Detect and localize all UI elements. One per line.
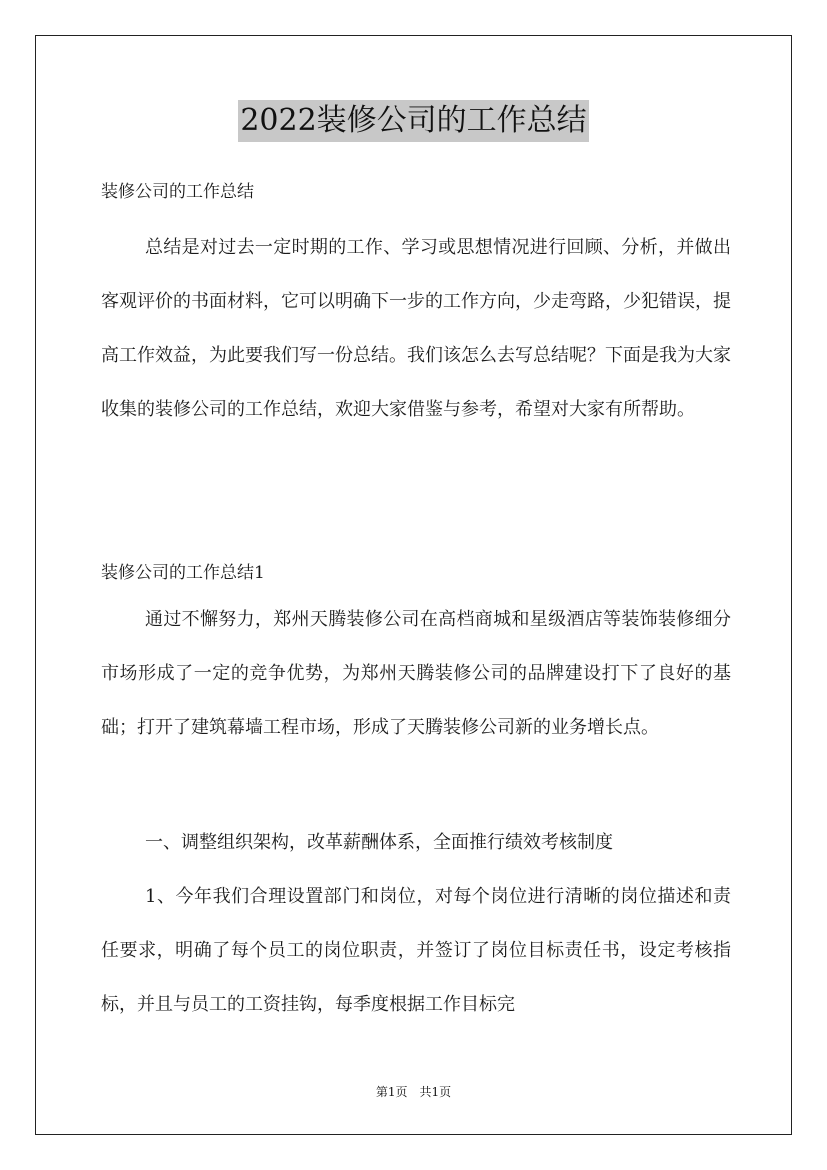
title-wrap (0, 100, 827, 142)
section-title: 一、调整组织架构，改革薪酬体系，全面推行绩效考核制度 (145, 832, 613, 853)
intro-paragraph: 总结是对过去一定时期的工作、学习或思想情况进行回顾、分析，并做出客观评价的书面材料，它可以明确下一步的工作方向，少走弯路，少犯错误，提高工作效益，为此要我们写一份总结。我们该怎么去写总结呢？下面是我为大家收集的装修公司的工作总结，欢迎大家借鉴与参考，希望对大家有所帮助。 (101, 237, 731, 420)
subsection-heading: 装修公司的工作总结1 (101, 563, 265, 583)
section-heading: 装修公司的工作总结 (101, 182, 254, 202)
body-paragraph-2: 1、今年我们合理设置部门和岗位，对每个岗位进行清晰的岗位描述和责任要求，明确了每个员工的岗位职责，并签订了岗位目标责任书，设定考核指标，并且与员工的工资挂钩，每季度根据工作目标完 (101, 886, 731, 1015)
body-paragraph: 通过不懈努力，郑州天腾装修公司在高档商城和星级酒店等装饰装修细分市场形成了一定的竞争优势，为郑州天腾装修公司的品牌建设打下了良好的基础；打开了建筑幕墙工程市场，形成了天腾装修公司新的业务增长点。 (101, 609, 731, 738)
page-footer (0, 1083, 827, 1100)
document-title: 2022装修公司的工作总结 (238, 100, 588, 142)
page-total: 共1页 (419, 1085, 452, 1099)
page-number: 第1页 (375, 1085, 408, 1099)
